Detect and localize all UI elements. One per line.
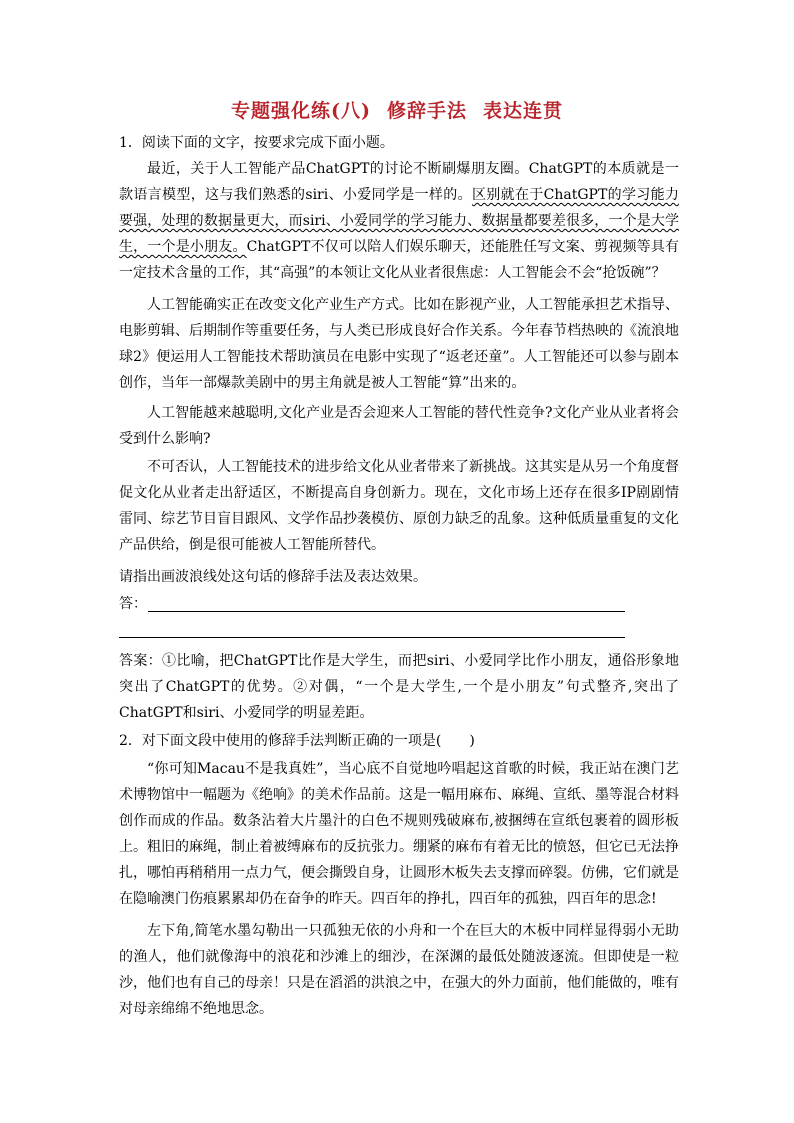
title-part-3: 表达连贯	[482, 100, 563, 122]
title-part-2: 修辞手法	[386, 100, 467, 122]
question-2-paragraph-1: “你可知Macau不是我真姓”，当心底不自觉地吟唱起这首歌的时候，我正站在澳门艺术博物馆中一幅题为《绝响》的美术作品前。这是一幅用麻布、麻绳、宣纸、墨等混合材料创作而成的作品。数条沾着大片墨汁的白色不规则残破麻布,被捆缚在宣纸包裹着的圆形板上。粗旧的麻绳，制止着被缚麻布的反抗张力。绷紧的麻布有着无比的愤怒，但它已无法挣扎，哪怕再稍稍用一点力气，便会撕毁自身，让圆形木板失去支撑而碎裂。仿佛，它们就是在隐喻澳门伤痕累累却仍在奋争的昨天。四百年的挣扎，四百年的孤独，四百年的思念!	[119, 761, 679, 907]
question-1-prompt: 请指出画波浪线处这句话的修辞手法及表达效果。	[119, 569, 427, 585]
paragraph-1-text-b: ChatGPT不仅可以陪人们娱乐聊天，还能胜任写文案、剪视频等具有一定技术含量的工作，其“高强”的本领让文化从业者很焦虑：人工智能会不会“抢饭碗”？	[119, 239, 679, 281]
page-title	[0, 96, 794, 123]
title-part-1: 专题强化练(八)	[230, 100, 371, 122]
question-1-paragraph-3: 人工智能越来越聪明,文化产业是否会迎来人工智能的替代性竞争?文化产业从业者将会受到什么影响?	[119, 405, 679, 447]
question-2-stem: 2．对下面文段中使用的修辞手法判断正确的一项是( )	[119, 733, 475, 749]
question-2-paragraph-2: 左下角,简笔水墨勾勒出一只孤独无依的小舟和一个在巨大的木板中同样显得弱小无助的渔人，他们就像海中的浪花和沙滩上的细沙，在深渊的最低处随波逐流。但即使是一粒沙，他们也有自己的母亲！只是在滔滔的洪浪之中，在强大的外力面前，他们能做的，唯有对母亲绵绵不绝地思念。	[119, 923, 679, 1017]
paragraph-1-text-a: 最近，关于人工智能产品ChatGPT的讨论不断刷爆朋友圈。ChatGPT的本质就是一款语言模型，这与我们熟悉的siri、小爱同学是一样的。	[119, 161, 679, 203]
wavy-underlined-sentence: 区别就在于ChatGPT的学习能力要强，处理的数据量更大，而siri、小爱同学的学习能力、数据量都要差很多，一个是大学生，一个是小朋友。	[119, 187, 679, 255]
question-1-paragraph-4: 不可否认，人工智能技术的进步给文化从业者带来了新挑战。这其实是从另一个角度督促文化从业者走出舒适区，不断提高自身创新力。现在，文化市场上还存在很多IP剧剧情雷同、综艺节目盲目跟风、文学作品抄袭模仿、原创力缺乏的乱象。这种低质量重复的文化产品供给，倒是很可能被人工智能所替代。	[119, 459, 679, 553]
answer-line-2[interactable]	[119, 637, 625, 638]
answer-label: 答：	[119, 596, 147, 612]
answer-line-1[interactable]	[148, 611, 625, 612]
question-1-paragraph-2: 人工智能确实正在改变文化产业生产方式。比如在影视产业，人工智能承担艺术指导、电影剪辑、后期制作等重要任务，与人类已形成良好合作关系。今年春节档热映的《流浪地球2》便运用人工智能技术帮助演员在电影中实现了“返老还童”。人工智能还可以参与剧本创作，当年一部爆款美剧中的男主角就是被人工智能“算”出来的。	[119, 297, 679, 391]
question-1-answer: 答案：①比喻，把ChatGPT比作是大学生，而把siri、小爱同学比作小朋友，通俗形象地突出了ChatGPT的优势。②对偶，“一个是大学生,一个是小朋友”句式整齐,突出了ChatGPT和siri、小爱同学的明显差距。	[119, 653, 679, 721]
question-1-paragraph-1	[119, 156, 679, 286]
question-1-stem: 1．阅读下面的文字，按要求完成下面小题。	[119, 135, 394, 151]
